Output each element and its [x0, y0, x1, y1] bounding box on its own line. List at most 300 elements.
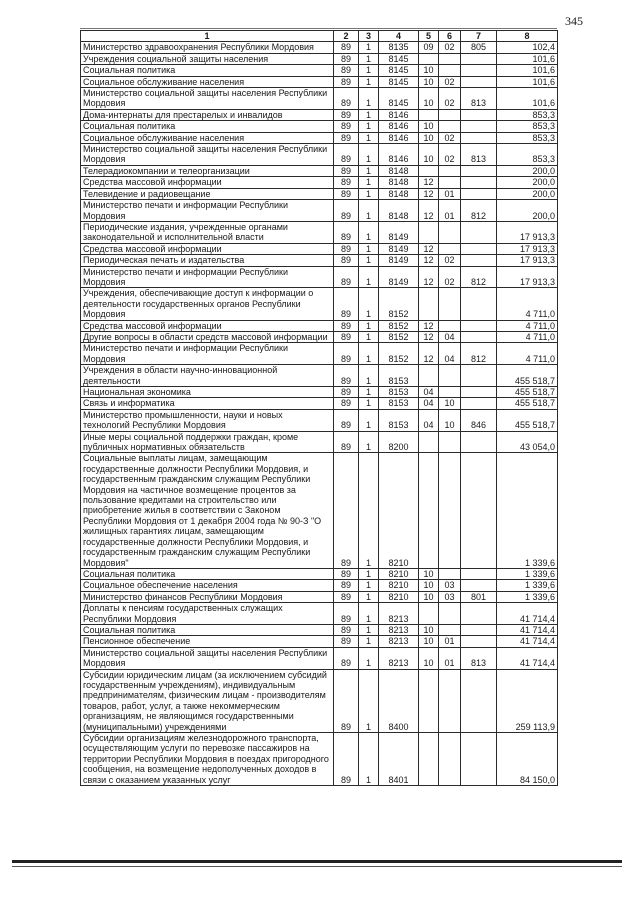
table-row: [81, 624, 558, 635]
row-col-6: 10: [439, 409, 461, 431]
row-name: Национальная экономика: [81, 387, 334, 398]
row-col-3: 1: [359, 636, 379, 647]
row-amount: 102,4: [497, 42, 558, 53]
row-col-5: [419, 669, 439, 732]
row-col-7: [461, 603, 497, 625]
row-col-2: 89: [334, 200, 359, 222]
row-col-7: [461, 255, 497, 266]
row-col-4: 8149: [379, 255, 419, 266]
row-col-2: 89: [334, 733, 359, 786]
row-amount: 41 714,4: [497, 647, 558, 669]
table-row: [81, 266, 558, 288]
table-row: [81, 53, 558, 64]
row-col-3: 1: [359, 409, 379, 431]
row-col-3: 1: [359, 266, 379, 288]
table-row: [81, 200, 558, 222]
row-col-5: [419, 431, 439, 453]
bottom-rule: [12, 860, 622, 863]
table-row: [81, 591, 558, 602]
row-col-7: [461, 568, 497, 579]
row-name: Министерство социальной защиты населения Республики Мордовия: [81, 144, 334, 166]
row-col-3: 1: [359, 255, 379, 266]
row-col-3: 1: [359, 343, 379, 365]
row-col-6: 02: [439, 132, 461, 143]
row-col-2: 89: [334, 121, 359, 132]
row-col-5: [419, 288, 439, 320]
row-col-4: 8149: [379, 266, 419, 288]
row-col-2: 89: [334, 343, 359, 365]
table-row: [81, 109, 558, 120]
row-col-4: 8210: [379, 591, 419, 602]
table-row: [81, 144, 558, 166]
row-col-3: 1: [359, 88, 379, 110]
row-amount: 4 711,0: [497, 288, 558, 320]
row-amount: 84 150,0: [497, 733, 558, 786]
row-col-6: [439, 243, 461, 254]
row-name: Средства массовой информации: [81, 320, 334, 331]
table-row: [81, 568, 558, 579]
row-amount: 4 711,0: [497, 343, 558, 365]
header-row: [81, 31, 558, 42]
row-name: Учреждения социальной защиты населения: [81, 53, 334, 64]
table-row: [81, 365, 558, 387]
row-col-3: 1: [359, 591, 379, 602]
row-col-4: 8135: [379, 42, 419, 53]
table-row: [81, 65, 558, 76]
row-col-7: [461, 53, 497, 64]
row-col-4: 8145: [379, 65, 419, 76]
row-col-4: 8213: [379, 603, 419, 625]
row-col-6: [439, 320, 461, 331]
row-col-6: 02: [439, 266, 461, 288]
row-col-7: [461, 121, 497, 132]
budget-table: [80, 30, 558, 786]
row-col-3: 1: [359, 568, 379, 579]
row-col-2: 89: [334, 580, 359, 591]
row-col-5: 04: [419, 398, 439, 409]
header-col-5: 5: [419, 31, 439, 42]
row-col-7: [461, 398, 497, 409]
row-col-6: 02: [439, 42, 461, 53]
row-col-6: [439, 669, 461, 732]
row-col-5: [419, 165, 439, 176]
row-amount: 41 714,4: [497, 603, 558, 625]
row-col-2: 89: [334, 53, 359, 64]
row-amount: 4 711,0: [497, 331, 558, 342]
table-row: [81, 331, 558, 342]
row-col-6: 04: [439, 343, 461, 365]
row-col-6: [439, 177, 461, 188]
row-col-2: 89: [334, 165, 359, 176]
row-col-3: 1: [359, 221, 379, 243]
row-col-7: [461, 132, 497, 143]
row-name: Министерство печати и информации Республики Мордовия: [81, 343, 334, 365]
table-row: [81, 177, 558, 188]
row-amount: 1 339,6: [497, 591, 558, 602]
header-col-6: 6: [439, 31, 461, 42]
row-col-7: [461, 365, 497, 387]
row-name: Пенсионное обеспечение: [81, 636, 334, 647]
row-col-3: 1: [359, 177, 379, 188]
row-col-4: 8148: [379, 200, 419, 222]
table-row: [81, 733, 558, 786]
header-col-3: 3: [359, 31, 379, 42]
row-col-6: 01: [439, 636, 461, 647]
row-col-3: 1: [359, 733, 379, 786]
row-col-3: 1: [359, 144, 379, 166]
table-row: [81, 409, 558, 431]
table-row: [81, 636, 558, 647]
row-col-7: [461, 109, 497, 120]
row-col-4: 8152: [379, 320, 419, 331]
table-row: [81, 243, 558, 254]
table-row: [81, 431, 558, 453]
row-col-6: 04: [439, 331, 461, 342]
row-col-7: 846: [461, 409, 497, 431]
row-col-7: [461, 331, 497, 342]
row-col-6: 03: [439, 580, 461, 591]
row-col-3: 1: [359, 431, 379, 453]
row-amount: 43 054,0: [497, 431, 558, 453]
row-col-5: [419, 365, 439, 387]
row-name: Министерство здравоохранения Республики Мордовия: [81, 42, 334, 53]
row-col-7: [461, 221, 497, 243]
row-col-7: [461, 243, 497, 254]
row-col-2: 89: [334, 243, 359, 254]
row-col-2: 89: [334, 221, 359, 243]
row-col-3: 1: [359, 109, 379, 120]
row-col-2: 89: [334, 42, 359, 53]
row-col-5: [419, 221, 439, 243]
row-col-5: 10: [419, 580, 439, 591]
row-col-2: 89: [334, 431, 359, 453]
row-amount: 17 913,3: [497, 266, 558, 288]
row-col-6: [439, 624, 461, 635]
table-row: [81, 255, 558, 266]
row-amount: 455 518,7: [497, 409, 558, 431]
row-col-6: [439, 109, 461, 120]
row-col-7: [461, 65, 497, 76]
row-col-3: 1: [359, 603, 379, 625]
table-row: [81, 669, 558, 732]
row-name: Социальное обеспечение населения: [81, 580, 334, 591]
row-col-7: 812: [461, 200, 497, 222]
row-col-5: 10: [419, 121, 439, 132]
row-col-5: [419, 453, 439, 568]
row-col-5: 12: [419, 243, 439, 254]
row-col-4: 8145: [379, 76, 419, 87]
row-col-5: 10: [419, 65, 439, 76]
row-col-2: 89: [334, 320, 359, 331]
row-col-3: 1: [359, 365, 379, 387]
table-row: [81, 398, 558, 409]
row-name: Социальное обслуживание населения: [81, 76, 334, 87]
row-col-7: [461, 165, 497, 176]
row-col-2: 89: [334, 624, 359, 635]
row-col-6: [439, 121, 461, 132]
row-col-2: 89: [334, 398, 359, 409]
row-col-7: [461, 636, 497, 647]
row-col-7: [461, 387, 497, 398]
table-row: [81, 387, 558, 398]
row-amount: 101,6: [497, 65, 558, 76]
row-col-4: 8210: [379, 568, 419, 579]
row-col-6: [439, 431, 461, 453]
row-col-2: 89: [334, 255, 359, 266]
table-row: [81, 121, 558, 132]
row-col-7: 812: [461, 266, 497, 288]
row-col-6: [439, 288, 461, 320]
row-col-4: 8146: [379, 144, 419, 166]
row-name: Связь и информатика: [81, 398, 334, 409]
row-name: Периодические издания, учрежденные органами законодательной и исполнительной власти: [81, 221, 334, 243]
row-amount: 101,6: [497, 53, 558, 64]
header-col-7: 7: [461, 31, 497, 42]
row-amount: 17 913,3: [497, 243, 558, 254]
row-col-2: 89: [334, 132, 359, 143]
row-col-4: 8213: [379, 636, 419, 647]
row-amount: 853,3: [497, 109, 558, 120]
row-col-5: 12: [419, 320, 439, 331]
row-col-6: [439, 53, 461, 64]
row-name: Социальные выплаты лицам, замещающим государственные должности Республики Мордовия, и государственным гражданским служащим Республики Мордовия на частичное возмещение процентов за пользование кредитами на строительство или приобретение жилья в соответствии с Законом Республики Мордовия от 1 декабря 2004 года № 90-З "О жилищных гарантиях лицам, замещающим государственные должности Республики Мордовия, и государственным гражданским служащим Республики Мордовия": [81, 453, 334, 568]
row-col-5: 10: [419, 624, 439, 635]
row-name: Иные меры социальной поддержки граждан, кроме публичных нормативных обязательств: [81, 431, 334, 453]
row-col-6: 10: [439, 398, 461, 409]
row-amount: 1 339,6: [497, 568, 558, 579]
row-col-6: 01: [439, 647, 461, 669]
row-col-6: [439, 733, 461, 786]
row-col-4: 8213: [379, 647, 419, 669]
row-amount: 200,0: [497, 165, 558, 176]
row-col-3: 1: [359, 398, 379, 409]
row-col-6: 03: [439, 591, 461, 602]
row-col-6: [439, 387, 461, 398]
row-name: Субсидии юридическим лицам (за исключением субсидий государственным учреждениям), индивидуальным предпринимателям, физическим лицам - производителям товаров, работ, услуг, а также некоммерческим организациям, не являющимся государственными (муниципальными) учреждениями: [81, 669, 334, 732]
page-number: 345: [565, 14, 583, 28]
header-col-8: 8: [497, 31, 558, 42]
row-amount: 200,0: [497, 188, 558, 199]
row-name: Министерство печати и информации Республики Мордовия: [81, 200, 334, 222]
row-col-7: 813: [461, 88, 497, 110]
row-col-4: 8149: [379, 243, 419, 254]
row-col-2: 89: [334, 177, 359, 188]
table-row: [81, 76, 558, 87]
row-col-2: 89: [334, 453, 359, 568]
row-name: Министерство социальной защиты населения Республики Мордовия: [81, 647, 334, 669]
table-row: [81, 288, 558, 320]
row-col-3: 1: [359, 132, 379, 143]
row-amount: 200,0: [497, 200, 558, 222]
row-col-2: 89: [334, 88, 359, 110]
row-name: Доплаты к пенсиям государственных служащих Республики Мордовия: [81, 603, 334, 625]
row-col-4: 8153: [379, 398, 419, 409]
row-col-7: [461, 733, 497, 786]
row-col-2: 89: [334, 109, 359, 120]
row-name: Учреждения в области научно-инновационной деятельности: [81, 365, 334, 387]
row-col-6: 02: [439, 76, 461, 87]
row-col-5: [419, 603, 439, 625]
row-name: Дома-интернаты для престарелых и инвалидов: [81, 109, 334, 120]
row-col-5: [419, 733, 439, 786]
row-col-6: [439, 568, 461, 579]
row-col-2: 89: [334, 288, 359, 320]
row-amount: 853,3: [497, 144, 558, 166]
row-col-4: 8149: [379, 221, 419, 243]
row-name: Учреждения, обеспечивающие доступ к информации о деятельности государственных органов Республики Мордовия: [81, 288, 334, 320]
row-col-7: [461, 431, 497, 453]
row-col-4: 8146: [379, 132, 419, 143]
row-col-7: 805: [461, 42, 497, 53]
row-col-7: [461, 288, 497, 320]
bottom-rule-thin: [12, 866, 622, 867]
header-col-2: 2: [334, 31, 359, 42]
row-col-4: 8153: [379, 409, 419, 431]
row-amount: 4 711,0: [497, 320, 558, 331]
row-name: Министерство промышленности, науки и новых технологий Республики Мордовия: [81, 409, 334, 431]
row-col-6: 01: [439, 188, 461, 199]
row-col-4: 8210: [379, 580, 419, 591]
row-col-3: 1: [359, 165, 379, 176]
row-name: Периодическая печать и издательства: [81, 255, 334, 266]
row-name: Телевидение и радиовещание: [81, 188, 334, 199]
row-col-5: 12: [419, 343, 439, 365]
table-row: [81, 320, 558, 331]
row-col-3: 1: [359, 188, 379, 199]
row-col-3: 1: [359, 53, 379, 64]
row-col-6: 01: [439, 200, 461, 222]
row-col-3: 1: [359, 331, 379, 342]
row-col-7: 812: [461, 343, 497, 365]
row-col-2: 89: [334, 266, 359, 288]
row-col-7: [461, 453, 497, 568]
row-col-5: 12: [419, 188, 439, 199]
row-col-4: 8152: [379, 331, 419, 342]
row-amount: 41 714,4: [497, 636, 558, 647]
row-amount: 17 913,3: [497, 255, 558, 266]
table-row: [81, 453, 558, 568]
row-amount: 455 518,7: [497, 398, 558, 409]
row-col-3: 1: [359, 453, 379, 568]
row-col-7: 801: [461, 591, 497, 602]
row-col-5: 10: [419, 591, 439, 602]
row-col-6: 02: [439, 144, 461, 166]
row-col-7: [461, 580, 497, 591]
row-col-6: [439, 603, 461, 625]
table-row: [81, 647, 558, 669]
row-col-3: 1: [359, 65, 379, 76]
table-row: [81, 603, 558, 625]
row-amount: 1 339,6: [497, 453, 558, 568]
row-col-2: 89: [334, 365, 359, 387]
row-amount: 41 714,4: [497, 624, 558, 635]
row-col-7: 813: [461, 144, 497, 166]
row-name: Министерство социальной защиты населения Республики Мордовия: [81, 88, 334, 110]
row-col-5: [419, 53, 439, 64]
row-col-3: 1: [359, 669, 379, 732]
row-col-7: [461, 624, 497, 635]
row-col-4: 8401: [379, 733, 419, 786]
table-row: [81, 165, 558, 176]
table-row: [81, 343, 558, 365]
row-col-5: 10: [419, 132, 439, 143]
row-col-5: 12: [419, 266, 439, 288]
row-col-2: 89: [334, 568, 359, 579]
row-name: Социальная политика: [81, 65, 334, 76]
row-col-7: [461, 320, 497, 331]
row-col-5: 10: [419, 144, 439, 166]
row-col-2: 89: [334, 331, 359, 342]
row-col-5: [419, 109, 439, 120]
table-row: [81, 88, 558, 110]
row-col-7: [461, 188, 497, 199]
row-col-5: 10: [419, 76, 439, 87]
row-col-4: 8210: [379, 453, 419, 568]
row-col-5: 04: [419, 409, 439, 431]
row-amount: 101,6: [497, 88, 558, 110]
table-row: [81, 42, 558, 53]
row-col-3: 1: [359, 624, 379, 635]
row-col-5: 12: [419, 331, 439, 342]
row-col-5: 04: [419, 387, 439, 398]
row-col-4: 8146: [379, 109, 419, 120]
row-col-3: 1: [359, 387, 379, 398]
row-name: Социальная политика: [81, 624, 334, 635]
row-col-2: 89: [334, 188, 359, 199]
row-col-4: 8146: [379, 121, 419, 132]
row-name: Средства массовой информации: [81, 177, 334, 188]
row-name: Министерство финансов Республики Мордовия: [81, 591, 334, 602]
row-col-5: 09: [419, 42, 439, 53]
table-row: [81, 132, 558, 143]
row-name: Субсидии организациям железнодорожного транспорта, осуществляющим услуги по перевозке пассажиров на территории Республики Мордовия в поездах пригородного сообщения, на возмещение недополученных доходов в связи с оказанием указанных услуг: [81, 733, 334, 786]
row-col-3: 1: [359, 647, 379, 669]
row-col-3: 1: [359, 200, 379, 222]
row-col-7: 813: [461, 647, 497, 669]
row-col-3: 1: [359, 288, 379, 320]
row-col-4: 8213: [379, 624, 419, 635]
table-row: [81, 580, 558, 591]
row-col-6: [439, 365, 461, 387]
row-col-2: 89: [334, 76, 359, 87]
row-amount: 1 339,6: [497, 580, 558, 591]
row-col-7: [461, 76, 497, 87]
row-col-7: [461, 669, 497, 732]
row-col-6: 02: [439, 88, 461, 110]
table-row: [81, 221, 558, 243]
row-name: Социальное обслуживание населения: [81, 132, 334, 143]
row-amount: 200,0: [497, 177, 558, 188]
row-col-4: 8148: [379, 165, 419, 176]
row-col-3: 1: [359, 320, 379, 331]
row-col-6: [439, 453, 461, 568]
row-col-5: 10: [419, 647, 439, 669]
row-amount: 455 518,7: [497, 365, 558, 387]
row-col-4: 8153: [379, 387, 419, 398]
row-col-2: 89: [334, 409, 359, 431]
row-col-3: 1: [359, 580, 379, 591]
row-amount: 853,3: [497, 132, 558, 143]
row-col-5: 10: [419, 88, 439, 110]
row-col-3: 1: [359, 76, 379, 87]
row-col-2: 89: [334, 647, 359, 669]
row-col-4: 8200: [379, 431, 419, 453]
row-col-2: 89: [334, 603, 359, 625]
row-col-5: 12: [419, 177, 439, 188]
row-name: Социальная политика: [81, 121, 334, 132]
row-col-5: 12: [419, 255, 439, 266]
row-name: Социальная политика: [81, 568, 334, 579]
